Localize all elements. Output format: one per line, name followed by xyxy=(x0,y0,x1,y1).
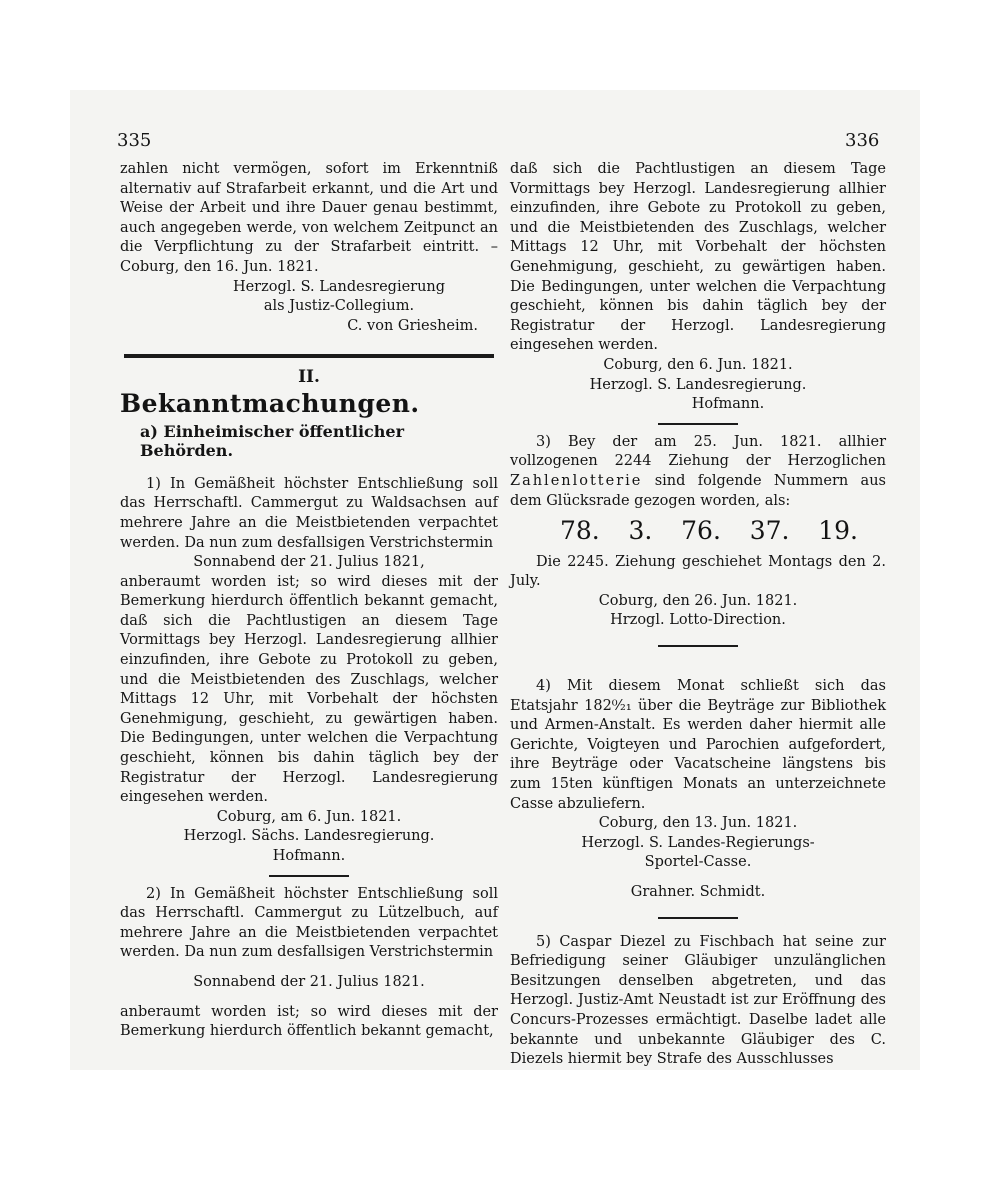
lottery-number: 3. xyxy=(628,516,653,546)
notice-paragraph: 2) In Gemäßheit höchster Entschließung soll das Herrschaftl. Cammergut zu Lützelbuch, auf mehrere Jahre an die Meistbietenden verpachtet werden. Da nun zum desfallsigen Verstrichstermin xyxy=(120,885,498,961)
notice-paragraph: Die 2245. Ziehung geschiehet Montags den 2. July. xyxy=(510,553,886,590)
lottery-number: 37. xyxy=(749,516,790,546)
notice-paragraph: 4) Mit diesem Monat schließt sich das Etatsjahr 182⁰⁄₂₁ über die Beyträge zur Bibliothek und Armen-Anstalt. Es werden daher hiermit alle Gerichte, Voigteyen und Parochien aufgefordert, ihre Beyträge oder Vacatscheine längstens bis zum 15ten künftigen Monats an unterzeichnete Casse abzuliefern. xyxy=(510,678,886,812)
section-numeral: II. xyxy=(298,367,320,388)
notice-text: 3) Bey der am 25. Jun. 1821. allhier vollzogenen 2244 Ziehung der Herzoglichen xyxy=(510,433,886,470)
notice-divider xyxy=(658,645,738,647)
notice-signature: Herzogl. S. Landesregierung. xyxy=(589,376,807,393)
notice-place-date: Coburg, den 26. Jun. 1821. xyxy=(598,592,798,609)
notice-text: sind folgende Nummern aus dem Glücksrade gezogen worden, als: xyxy=(510,472,886,509)
notice-date-line: Sonnabend der 21. Julius 1821, xyxy=(193,554,425,571)
right-column xyxy=(510,160,886,1070)
left-column xyxy=(120,160,498,1042)
lottery-number: 76. xyxy=(681,516,721,546)
notice-place-date: Coburg, den 6. Jun. 1821. xyxy=(603,356,793,373)
notice-paragraph: 1) In Gemäßheit höchster Entschließung soll das Herrschaftl. Cammergut zu Waldsachsen auf mehrere Jahre an die Meistbietenden verpachtet werden. Da nun zum desfallsigen Verstrichstermin xyxy=(120,475,498,551)
section-title: Bekanntmachungen. xyxy=(120,388,420,418)
notice-divider xyxy=(658,423,738,425)
continuation-paragraph: daß sich die Pachtlustigen an diesem Tage Vormittags bey Herzogl. Landesregierung allhier einzufinden, ihre Gebote zu Protokoll zu geben, und die Meistbietenden des Zuschlags, welcher Mittags 12 Uhr, mit Vorbehalt der höchsten Genehmigung, geschieht, zu gewärtigen haben. Die Bedingungen, unter welchen die Verpachtung geschieht, können bis dahin täglich bey der Registratur der Herzogl. Landesregierung eingesehen werden. xyxy=(510,161,886,354)
notice-date-line: Sonnabend der 21. Julius 1821. xyxy=(193,973,425,990)
lottery-numbers xyxy=(510,511,886,553)
notice-paragraph: anberaumt worden ist; so wird dieses mit der Bemerkung hierdurch öffentlich bekannt gemacht, xyxy=(120,1003,498,1040)
notice-place-date: Coburg, am 6. Jun. 1821. xyxy=(216,808,402,825)
notice-place-date: Coburg, den 13. Jun. 1821. xyxy=(598,815,798,832)
notice-divider xyxy=(269,875,349,877)
notice-paragraph xyxy=(510,433,886,511)
notice-signature-names: Grahner. Schmidt. xyxy=(630,884,766,900)
page-number-left: 335 xyxy=(117,130,152,151)
lottery-number: 78. xyxy=(560,516,600,546)
notice-signature: Hrzogl. Lotto-Direction. xyxy=(610,612,786,629)
notice-signature-name: Hofmann. xyxy=(272,848,346,864)
notice-signature: Sportel-Casse. xyxy=(644,854,752,871)
lottery-name: Zahlenlotterie xyxy=(510,472,643,489)
section-divider xyxy=(124,354,494,358)
continuation-paragraph: zahlen nicht vermögen, sofort im Erkenntniß alternativ auf Strafarbeit erkannt, und die Art und Weise der Arbeit und ihre Dauer genau bestimmt, auch angegeben werde, von welchem Zeitpunct an die Verpflichtung zu der Strafarbeit eintritt. – Coburg, den 16. Jun. 1821. xyxy=(120,161,498,275)
subsection-title: a) Einheimischer öffentlicher Behörden. xyxy=(140,421,405,461)
notice-paragraph: anberaumt worden ist; so wird dieses mit der Bemerkung hierdurch öffentlich bekannt gemacht, daß sich die Pachtlustigen an diesem Tage Vormittags bey Herzogl. Landesregierung allhier einzufinden, ihre Gebote zu Protokoll zu geben, und die Meistbietenden des Zuschlags, welcher Mittags 12 Uhr, mit Vorbehalt der höchsten Genehmigung, geschieht, zu gewärtigen haben. Die Bedingungen, unter welchen die Verpachtung geschieht, können bis dahin täglich bey der Registratur der Herzogl. Landesregierung eingesehen werden. xyxy=(120,573,498,806)
notice-signature: Herzogl. S. Landes-Regierungs- xyxy=(581,834,815,851)
signature-line: Herzogl. S. Landesregierung xyxy=(232,278,446,295)
signature-name: C. von Griesheim. xyxy=(347,317,478,334)
signature-line: als Justiz-Collegium. xyxy=(263,298,415,315)
page-number-right: 336 xyxy=(845,130,880,151)
notice-signature-name: Hofmann. xyxy=(691,396,765,413)
lottery-number: 19. xyxy=(818,516,858,546)
notice-paragraph: 5) Caspar Diezel zu Fischbach hat seine zur Befriedigung seiner Gläubiger unzulänglichen Besitzungen denselben abgetreten, und das Herzogl. Justiz-Amt Neustadt ist zur Eröffnung des Concurs-Prozesses ermächtigt. Daselbe ladet alle bekannte und unbekannte Gläubiger des C. Diezels hiermit bey Strafe des Ausschlusses xyxy=(510,933,886,1068)
notice-divider xyxy=(658,917,738,919)
notice-signature: Herzogl. Sächs. Landesregierung. xyxy=(183,828,435,845)
